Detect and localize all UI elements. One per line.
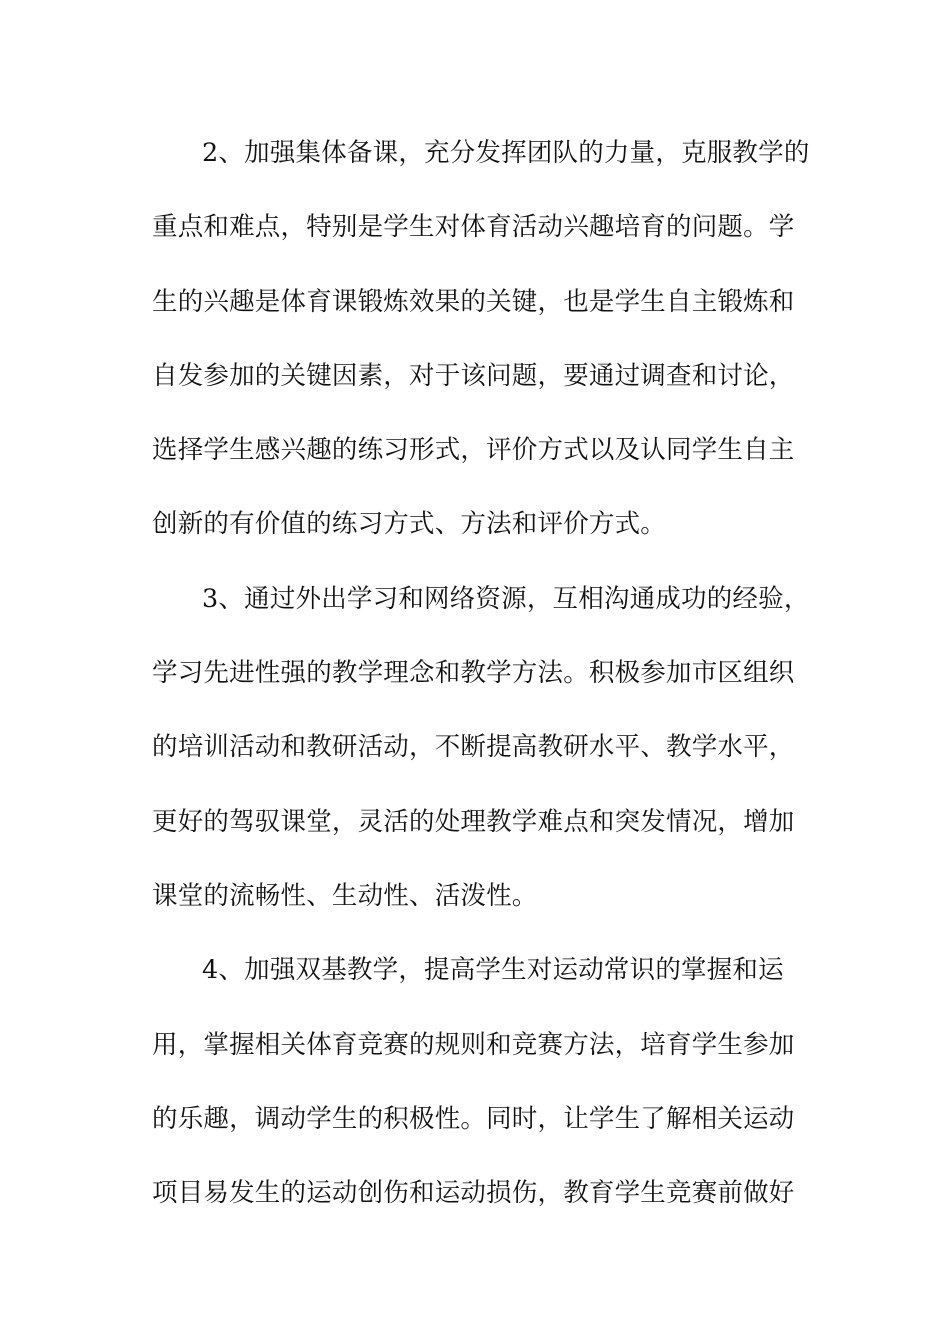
text-line: 项目易发生的运动创伤和运动损伤，教育学生竞赛前做好	[152, 1178, 795, 1209]
text-line: 生的兴趣是体育课锻炼效果的关键，也是学生自主锻炼和	[152, 286, 795, 317]
text-line: 学习先进性强的教学理念和教学方法。积极参加市区组织	[152, 658, 795, 689]
text-line: 2、加强集体备课，充分发挥团队的力量，克服教学的	[202, 138, 810, 168]
text-line: 3、通过外出学习和网络资源，互相沟通成功的经验，	[202, 583, 810, 614]
text-line: 4、加强双基教学，提高学生对运动常识的掌握和运	[202, 955, 784, 986]
text-line: 选择学生感兴趣的练习形式，评价方式以及认同学生自主	[152, 435, 795, 466]
text-line: 的培训活动和教研活动，不断提高教研水平、教学水平，	[152, 732, 795, 763]
text-line: 重点和难点，特别是学生对体育活动兴趣培育的问题。学	[152, 212, 795, 243]
text-line: 自发参加的关键因素，对于该问题，要通过调查和讨论，	[152, 360, 795, 391]
document-body	[152, 122, 812, 1236]
text-line: 的乐趣，调动学生的积极性。同时，让学生了解相关运动	[152, 1103, 795, 1134]
text-line: 课堂的流畅性、生动性、活泼性。	[152, 880, 538, 911]
text-line: 更好的驾驭课堂，灵活的处理教学难点和突发情况，增加	[152, 806, 795, 837]
text-line: 用，掌握相关体育竞赛的规则和竞赛方法，培育学生参加	[152, 1029, 795, 1060]
text-line: 创新的有价值的练习方式、方法和评价方式。	[152, 509, 667, 540]
